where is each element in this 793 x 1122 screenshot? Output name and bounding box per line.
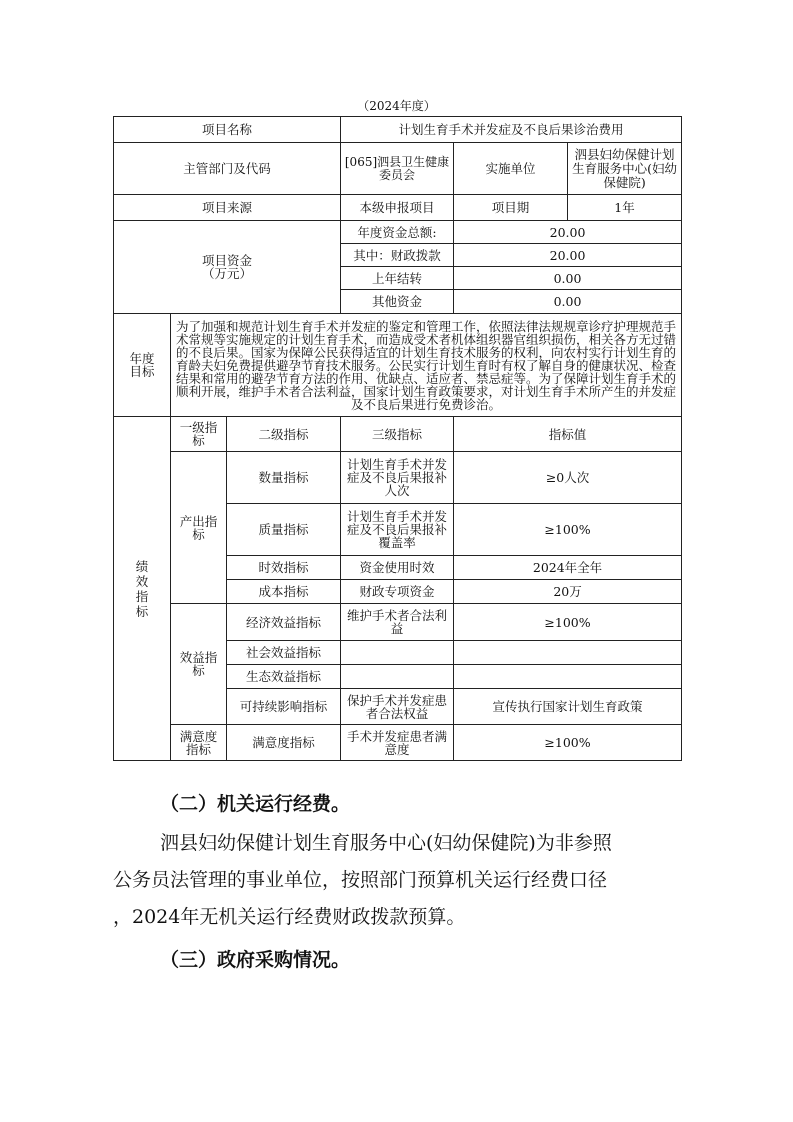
section-2-line-3: ，2024年无机关运行经费财政拨款预算。	[113, 906, 466, 928]
benefit-v-0: ≥100%	[454, 604, 682, 641]
section-3-heading: （三）政府采购情况。	[160, 949, 351, 971]
benefit-v-3: 宣传执行国家计划生育政策	[454, 689, 682, 725]
goal-label-text: 年度目标	[129, 351, 155, 379]
row-department	[114, 143, 682, 195]
benefit-l3-1	[341, 641, 454, 665]
benefit-l2-2: 生态效益指标	[227, 665, 341, 689]
source-label: 项目来源	[114, 195, 341, 221]
period-label: 项目期	[454, 195, 568, 221]
project-name-value: 计划生育手术并发症及不良后果诊治费用	[341, 117, 682, 143]
benefit-l3-2	[341, 665, 454, 689]
section-2-line-1: 泗县妇幼保健计划生育服务中心(妇幼保健院)为非参照	[160, 832, 612, 854]
benefit-l2-3: 可持续影响指标	[227, 689, 341, 725]
source-value: 本级申报项目	[341, 195, 454, 221]
satisfaction-label: 满意度指标	[171, 725, 227, 761]
output-l3-3: 财政专项资金	[341, 580, 454, 604]
table-year-caption: （2024年度）	[357, 99, 436, 113]
funds-label-2: 上年结转	[341, 267, 454, 290]
row-perf-header	[114, 417, 682, 452]
table-row	[114, 725, 682, 761]
output-v-2: 2024年全年	[454, 556, 682, 580]
dept-label: 主管部门及代码	[114, 143, 341, 195]
output-v-3: 20万	[454, 580, 682, 604]
funds-value-0: 20.00	[454, 221, 682, 244]
table-row	[114, 452, 682, 504]
output-l3-1: 计划生育手术并发症及不良后果报补覆盖率	[341, 504, 454, 556]
row-annual-goal	[114, 314, 682, 417]
output-l2-2: 时效指标	[227, 556, 341, 580]
output-l3-0: 计划生育手术并发症及不良后果报补人次	[341, 452, 454, 504]
perf-label-text: 绩效指标	[135, 558, 149, 619]
satisfaction-l2: 满意度指标	[227, 725, 341, 761]
performance-target-table	[113, 116, 682, 761]
row-project-name	[114, 117, 682, 143]
output-l2-1: 质量指标	[227, 504, 341, 556]
output-label: 产出指标	[171, 452, 227, 604]
goal-text: 为了加强和规范计划生育手术并发症的鉴定和管理工作，依照法律法规规章诊疗护理规范手术常规等实施规定的计划生育手术，而造成受术者机体组织器官组织损伤，相关各方无过错的不良后果。国家为保障公民获得适宜的计划生育技术服务的权利，向农村实行计划生育的育龄夫妇免费提供避孕节育技术服务。公民实行计划生育时有权了解自身的健康状况、检查结果和常用的避孕节育方法的作用、优缺点、适应者、禁忌症等。为了保障计划生育手术的顺利开展，维护手术者合法利益，国家计划生育政策要求，对计划生育手术所产生的并发症及不良后果进行免费诊治。	[171, 314, 682, 417]
benefit-l2-1: 社会效益指标	[227, 641, 341, 665]
satisfaction-v: ≥100%	[454, 725, 682, 761]
perf-header-level2: 二级指标	[227, 417, 341, 452]
row-source	[114, 195, 682, 221]
funds-label-3: 其他资金	[341, 290, 454, 314]
funds-value-2: 0.00	[454, 267, 682, 290]
output-l3-2: 资金使用时效	[341, 556, 454, 580]
section-2-heading: （二）机关运行经费。	[160, 793, 351, 815]
output-v-0: ≥0人次	[454, 452, 682, 504]
period-value: 1年	[568, 195, 682, 221]
benefit-v-1	[454, 641, 682, 665]
perf-header-level1: 一级指标	[171, 417, 227, 452]
dept-value: [065]泗县卫生健康委员会	[341, 143, 454, 195]
impl-unit-label: 实施单位	[454, 143, 568, 195]
section-2-line-2: 公务员法管理的事业单位，按照部门预算机关运行经费口径	[113, 869, 608, 891]
output-l2-3: 成本指标	[227, 580, 341, 604]
goal-label	[114, 314, 171, 417]
project-name-label: 项目名称	[114, 117, 341, 143]
output-v-1: ≥100%	[454, 504, 682, 556]
benefit-v-2	[454, 665, 682, 689]
funds-label-text: 项目资金（万元）	[201, 253, 252, 281]
funds-label-1: 其中：财政拨款	[341, 244, 454, 267]
benefit-label: 效益指标	[171, 604, 227, 725]
perf-header-level3: 三级指标	[341, 417, 454, 452]
impl-unit-value: 泗县妇幼保健计划生育服务中心(妇幼保健院)	[568, 143, 682, 195]
funds-label	[114, 221, 341, 314]
benefit-l3-0: 维护手术者合法利益	[341, 604, 454, 641]
funds-value-1: 20.00	[454, 244, 682, 267]
perf-header-value: 指标值	[454, 417, 682, 452]
table-row	[114, 604, 682, 641]
funds-value-3: 0.00	[454, 290, 682, 314]
perf-label	[114, 417, 171, 761]
satisfaction-l3: 手术并发症患者满意度	[341, 725, 454, 761]
row-funds-total	[114, 221, 682, 244]
funds-label-0: 年度资金总额:	[341, 221, 454, 244]
benefit-l3-3: 保护手术并发症患者合法权益	[341, 689, 454, 725]
benefit-l2-0: 经济效益指标	[227, 604, 341, 641]
output-l2-0: 数量指标	[227, 452, 341, 504]
